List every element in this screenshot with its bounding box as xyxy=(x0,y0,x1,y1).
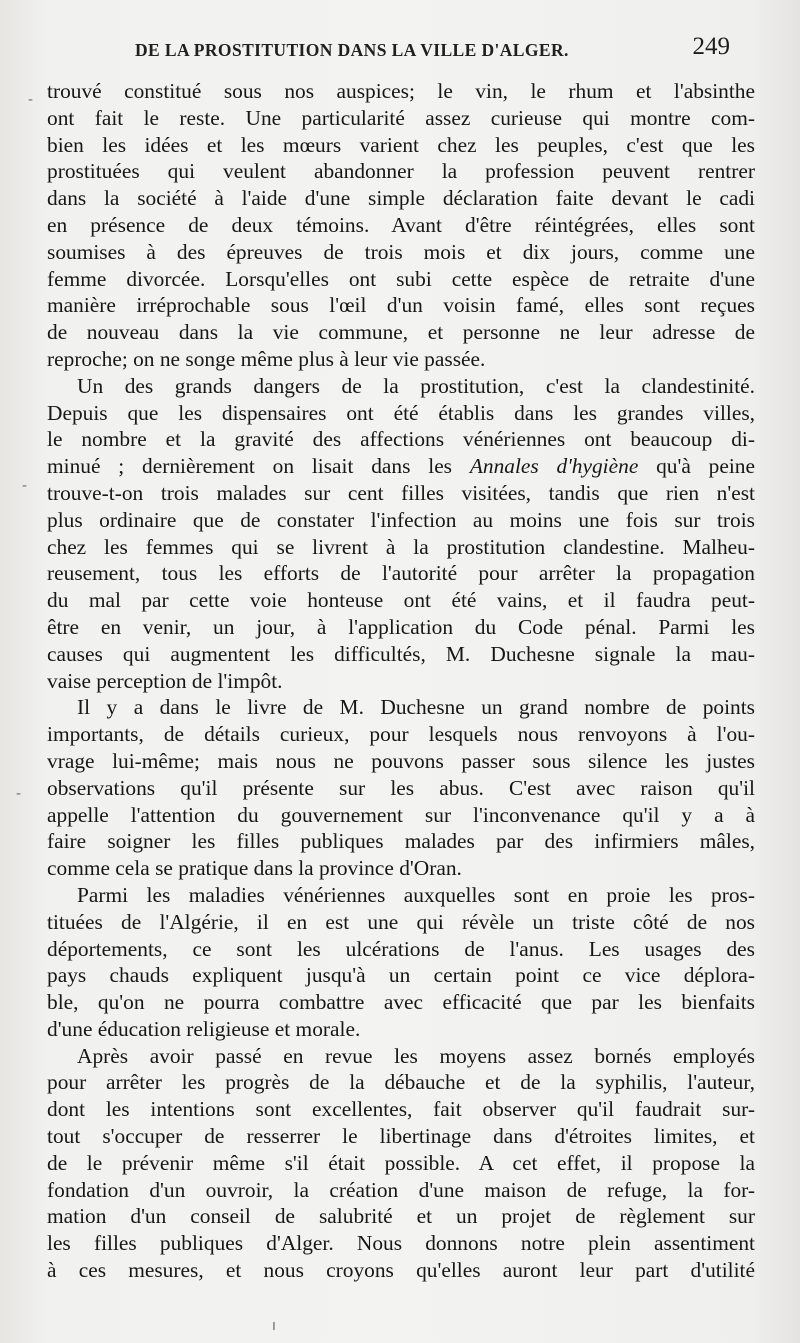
text-line: faire soigner les filles publiques malades par des infirmiers mâles, xyxy=(47,829,755,854)
text-line: pays chauds expliquent jusqu'à un certain point ce vice déplora- xyxy=(47,963,755,988)
paragraph xyxy=(47,78,755,373)
text-line: déportements, ce sont les ulcérations de l'anus. Les usages des xyxy=(47,936,755,961)
text-line: être en venir, un jour, à l'application du Code pénal. Parmi les xyxy=(47,614,755,639)
text-line: manière irréprochable sous l'œil d'un voisin famé, elles sont reçues xyxy=(47,293,755,318)
text-line: soumises à des épreuves de trois mois et dix jours, comme une xyxy=(47,239,755,264)
text-line: les filles publiques d'Alger. Nous donnons notre plein assentiment xyxy=(47,1231,755,1256)
margin-speck: - xyxy=(16,786,22,802)
margin-speck: - xyxy=(28,92,34,108)
text-line: Il y a dans le livre de M. Duchesne un grand nombre de points xyxy=(77,695,755,720)
page-number: 249 xyxy=(692,33,730,60)
text-line: du mal par cette voie honteuse ont été vains, et il faudra peut- xyxy=(47,588,755,613)
text-line: Après avoir passé en revue les moyens assez bornés employés xyxy=(77,1043,755,1068)
text-line: mation d'un conseil de salubrité et un projet de règlement sur xyxy=(47,1204,755,1229)
paragraph xyxy=(47,373,755,695)
text-line: ont fait le reste. Une particularité assez curieuse qui montre com- xyxy=(47,105,755,130)
text-line: trouvé constitué sous nos auspices; le vin, le rhum et l'absinthe xyxy=(47,79,755,103)
body-text xyxy=(47,78,755,1284)
text-line: chez les femmes qui se livrent à la prostitution clandestine. Malheu- xyxy=(47,534,755,559)
text-line: plus ordinaire que de constater l'infection au moins une fois sur trois xyxy=(47,507,755,532)
text-line: importants, de détails curieux, pour lesquels nous renvoyons à l'ou- xyxy=(47,722,755,747)
text-line: d'une éducation religieuse et morale. xyxy=(47,1016,361,1041)
text-line: reusement, tous les efforts de l'autorité pour arrêter la propagation xyxy=(47,561,755,586)
text-line: observations qu'il présente sur les abus. C'est avec raison qu'il xyxy=(47,775,755,800)
text-line: tout s'occuper de resserrer le libertinage dans d'étroites limites, et xyxy=(47,1124,755,1149)
text-line: causes qui augmentent les difficultés, M. Duchesne signale la mau- xyxy=(47,641,755,666)
text-line: dont les intentions sont excellentes, fait observer qu'il faudrait sur- xyxy=(47,1097,755,1122)
margin-speck: - xyxy=(22,478,28,494)
text-line: dans la société à l'aide d'une simple déclaration faite devant le cadi xyxy=(47,186,755,211)
paragraph xyxy=(47,1043,755,1284)
text-line: trouve-t-on trois malades sur cent filles visitées, tandis que rien n'est xyxy=(47,480,755,505)
text-line: en présence de deux témoins. Avant d'être réintégrées, elles sont xyxy=(47,212,755,237)
text-line: ble, qu'on ne pourra combattre avec efficacité que par les bienfaits xyxy=(47,990,755,1015)
text-line: comme cela se pratique dans la province d'Oran. xyxy=(47,856,462,881)
running-title: DE LA PROSTITUTION DANS LA VILLE D'ALGER. xyxy=(135,40,569,60)
text-line: Parmi les maladies vénériennes auxquelles sont en proie les pros- xyxy=(77,882,755,907)
text-line: bien les idées et les mœurs varient chez les peuples, c'est que les xyxy=(47,132,755,157)
text-line: femme divorcée. Lorsqu'elles ont subi cette espèce de retraite d'une xyxy=(47,266,755,291)
text-line: prostituées qui veulent abandonner la profession peuvent rentrer xyxy=(47,159,755,184)
text-line: Un des grands dangers de la prostitution, c'est la clandestinité. xyxy=(77,373,755,398)
text-line: fondation d'un ouvroir, la création d'une maison de refuge, la for- xyxy=(47,1177,755,1202)
text-line: appelle l'attention du gouvernement sur l'inconvenance qu'il y a à xyxy=(47,802,755,827)
paragraph xyxy=(47,882,755,1043)
text-line-with-italic: minué ; dernièrement on lisait dans les Annales d'hygiène qu'à peine xyxy=(47,454,755,479)
text-line: Depuis que les dispensaires ont été établis dans les grandes villes, xyxy=(47,400,755,425)
margin-speck: ı xyxy=(272,1318,276,1334)
text-line: vaise perception de l'impôt. xyxy=(47,668,283,693)
text-line: pour arrêter les progrès de la débauche et de la syphilis, l'auteur, xyxy=(47,1070,755,1095)
text-line: à ces mesures, et nous croyons qu'elles auront leur part d'utilité xyxy=(47,1258,755,1283)
text-line: de nouveau dans la vie commune, et personne ne leur adresse de xyxy=(47,320,755,345)
text-line: tituées de l'Algérie, il en est une qui révèle un triste côté de nos xyxy=(47,909,755,934)
text-line: reproche; on ne songe même plus à leur vie passée. xyxy=(47,346,486,371)
text-line: le nombre et la gravité des affections vénériennes ont beaucoup di- xyxy=(47,427,755,452)
paragraph xyxy=(47,694,755,882)
text-line: vrage lui-même; mais nous ne pouvons passer sous silence les justes xyxy=(47,748,755,773)
text-line: de le prévenir même s'il était possible. A cet effet, il propose la xyxy=(47,1150,755,1175)
